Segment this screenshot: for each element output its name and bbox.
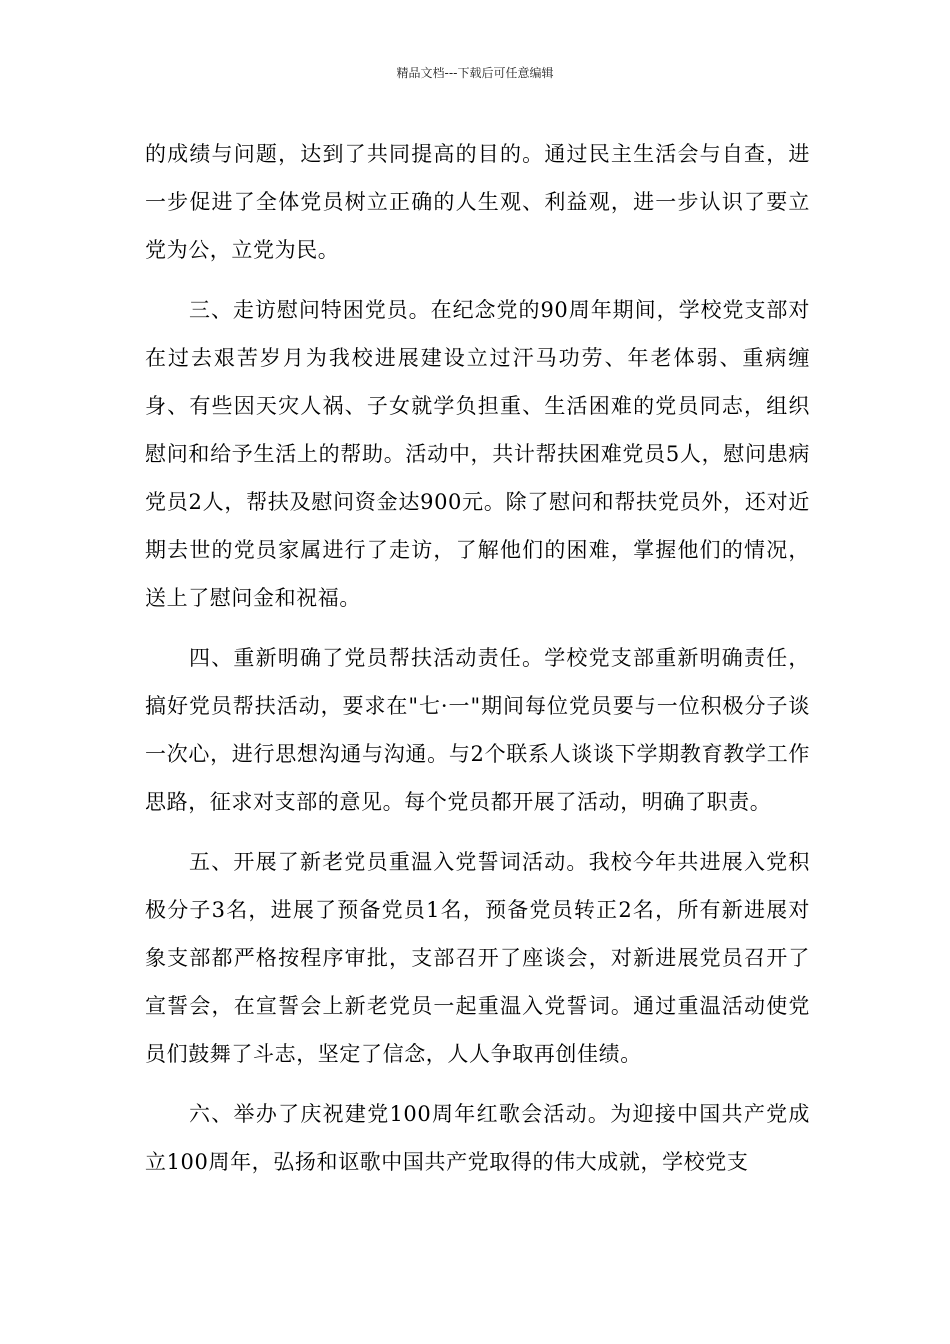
paragraph-continuation: 的成绩与问题，达到了共同提高的目的。通过民主生活会与自查，进一步促进了全体党员树立正确的人生观、利益观，进一步认识了要立党为公，立党为民。	[145, 142, 810, 262]
paragraph-section-5: 五、开展了新老党员重温入党誓词活动。我校今年共进展入党积极分子3名，进展了预备党员1名，预备党员转正2名，所有新进展对象支部都严格按程序审批，支部召开了座谈会，对新进展党员召开了宣誓会，在宣誓会上新老党员一起重温入党誓词。通过重温活动使党员们鼓舞了斗志，坚定了信念，人人争取再创佳绩。	[145, 850, 810, 1066]
paragraph-section-3: 三、走访慰问特困党员。在纪念党的90周年期间，学校党支部对在过去艰苦岁月为我校进展建设立过汗马功劳、年老体弱、重病缠身、有些因天灾人祸、子女就学负担重、生活困难的党员同志，组织慰问和给予生活上的帮助。活动中，共计帮扶困难党员5人，慰问患病党员2人，帮扶及慰问资金达900元。除了慰问和帮扶党员外，还对近期去世的党员家属进行了走访，了解他们的困难，掌握他们的情况，送上了慰问金和祝福。	[145, 298, 810, 610]
paragraph-section-4: 四、重新明确了党员帮扶活动责任。学校党支部重新明确责任，搞好党员帮扶活动，要求在"七·一"期间每位党员要与一位积极分子谈一次心，进行思想沟通与沟通。与2个联系人谈谈下学期教育教学工作思路，征求对支部的意见。每个党员都开展了活动，明确了职责。	[145, 646, 810, 814]
page-header: 精品文档---下载后可任意编辑	[396, 66, 554, 80]
paragraph-section-6: 六、举办了庆祝建党100周年红歌会活动。为迎接中国共产党成立100周年，弘扬和讴歌中国共产党取得的伟大成就，学校党支	[145, 1102, 810, 1174]
document-body	[145, 130, 810, 1186]
